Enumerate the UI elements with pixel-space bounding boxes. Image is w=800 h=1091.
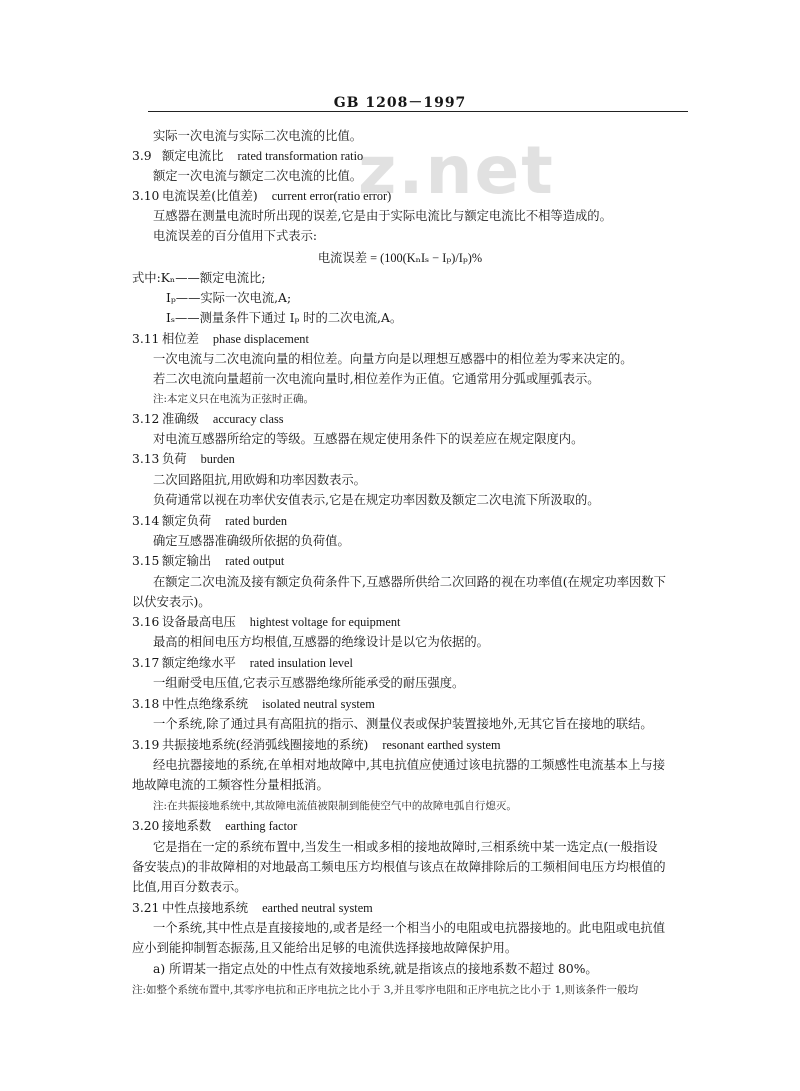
clause-3-21-heading <box>132 900 373 916</box>
clause-term-english: isolated neutral system <box>262 697 375 711</box>
formula-where-line: Iₚ——实际一次电流,A; <box>166 291 292 305</box>
note-line: 注:如整个系统布置中,其零序电抗和正序电抗之比小于 3,并且零序电阻和正序电抗之比小于 1,则该条件一般均 <box>132 984 639 996</box>
paragraph-line: 二次回路阻抗,用欧姆和功率因数表示。 <box>153 473 366 487</box>
paragraph-line: 备安装点)的非故障相的对地最高工频电压方均根值与该点在故障排除后的工频相间电压方均根值的 <box>132 860 666 874</box>
clause-term: 接地系数 <box>162 819 212 833</box>
paragraph-line: 以伏安表示)。 <box>132 595 211 609</box>
clause-term-english: earthing factor <box>225 819 298 833</box>
clause-number: 3.20 <box>132 819 160 833</box>
clause-3-12-heading <box>132 411 284 427</box>
clause-number: 3.15 <box>132 554 160 568</box>
paragraph-line: 地故障电流的工频容性分量相抵消。 <box>132 778 329 792</box>
clause-term-english: earthed neutral system <box>262 901 373 915</box>
paragraph-line: 一个系统,除了通过具有高阻抗的指示、测量仪表或保护装置接地外,无其它旨在接地的联结。 <box>153 717 653 731</box>
formula-where-line: 式中:Kₙ——额定电流比; <box>132 271 266 285</box>
clause-term: 电流误差(比值差) <box>162 189 258 203</box>
paragraph-line: 确定互感器准确级所依据的负荷值。 <box>153 534 350 548</box>
clause-term-english: rated insulation level <box>249 656 353 670</box>
paragraph-line: 额定一次电流与额定二次电流的比值。 <box>153 169 363 183</box>
clause-term: 额定输出 <box>162 554 212 568</box>
clause-term-english: phase displacement <box>212 332 309 346</box>
clause-3-20-heading <box>132 818 297 834</box>
clause-number: 3.16 <box>132 615 160 629</box>
clause-term-english: current error(ratio error) <box>271 189 392 203</box>
clause-number: 3.18 <box>132 697 160 711</box>
watermark: z.net <box>358 132 555 209</box>
current-error-formula: 电流误差 = (100(KₙIₛ − Iₚ)/Iₚ)% <box>317 251 483 265</box>
note-line: 注:在共振接地系统中,其故障电流值被限制到能使空气中的故障电弧自行熄灭。 <box>153 800 517 812</box>
paragraph-line: 若二次电流向量超前一次电流向量时,相位差作为正值。它通常用分弧或厘弧表示。 <box>153 372 600 386</box>
clause-3-19-heading <box>132 737 501 753</box>
clause-term: 额定电流比 <box>162 149 224 163</box>
clause-number: 3.11 <box>132 332 160 346</box>
paragraph-line: 经电抗器接地的系统,在单相对地故障中,其电抗值应使通过该电抗器的工频感性电流基本上与接 <box>153 758 665 772</box>
clause-3-10-heading <box>132 188 391 204</box>
clause-3-18-heading <box>132 696 375 712</box>
paragraph-line: 电流误差的百分值用下式表示: <box>153 229 318 243</box>
clause-3-13-heading <box>132 451 235 467</box>
clause-term: 相位差 <box>162 332 199 346</box>
clause-term-english: hightest voltage for equipment <box>249 615 401 629</box>
clause-number: 3.12 <box>132 412 160 426</box>
clause-term-english: rated burden <box>225 514 287 528</box>
clause-term: 准确级 <box>162 412 199 426</box>
paragraph-line: 它是指在一定的系统布置中,当发生一相或多相的接地故障时,三相系统中某一选定点(一般指设 <box>153 840 658 854</box>
clause-number: 3.10 <box>132 189 160 203</box>
paragraph-line: 对电流互感器所给定的等级。互感器在规定使用条件下的误差应在规定限度内。 <box>153 432 584 446</box>
clause-term: 额定绝缘水平 <box>162 656 236 670</box>
clause-term: 额定负荷 <box>162 514 212 528</box>
paragraph-line: 比值,用百分数表示。 <box>132 880 247 894</box>
list-item: a) 所谓某一指定点处的中性点有效接地系统,就是指该点的接地系数不超过 80%。 <box>153 962 598 976</box>
clause-3-17-heading <box>132 655 353 671</box>
paragraph-line: 在额定二次电流及接有额定负荷条件下,互感器所供给二次回路的视在功率值(在规定功率因数下 <box>153 575 666 589</box>
clause-term-english: rated transformation ratio <box>237 149 364 163</box>
paragraph-line: 应小到能抑制暂态振荡,且又能给出足够的电流供选择接地故障保护用。 <box>132 941 518 955</box>
clause-term-english: burden <box>200 452 235 466</box>
clause-number: 3.17 <box>132 656 160 670</box>
paragraph-line: 一次电流与二次电流向量的相位差。向量方向是以理想互感器中的相位差为零来决定的。 <box>153 352 633 366</box>
header-rule <box>148 111 688 112</box>
formula-where-line: Iₛ——测量条件下通过 Iₚ 时的二次电流,A。 <box>166 311 403 325</box>
clause-number: 3.13 <box>132 452 160 466</box>
clause-3-11-heading <box>132 331 309 347</box>
paragraph-line: 最高的相间电压方均根值,互感器的绝缘设计是以它为依据的。 <box>153 635 489 649</box>
clause-3-9-heading <box>132 148 363 164</box>
paragraph-line: 互感器在测量电流时所出现的误差,它是由于实际电流比与额定电流比不相等造成的。 <box>153 209 612 223</box>
clause-number: 3.9 <box>132 149 152 163</box>
clause-3-14-heading <box>132 513 287 529</box>
clause-3-16-heading <box>132 614 400 630</box>
paragraph-line: 实际一次电流与实际二次电流的比值。 <box>153 129 363 143</box>
clause-term: 中性点绝缘系统 <box>162 697 249 711</box>
paragraph-line: 一个系统,其中性点是直接接地的,或者是经一个相当小的电阻或电抗器接地的。此电阻或电抗值 <box>153 921 665 935</box>
clause-term: 负荷 <box>162 452 187 466</box>
clause-term: 中性点接地系统 <box>162 901 249 915</box>
clause-term-english: resonant earthed system <box>382 738 501 752</box>
clause-term: 共振接地系统(经消弧线圈接地的系统) <box>162 738 369 752</box>
clause-3-15-heading <box>132 553 284 569</box>
clause-number: 3.19 <box>132 738 160 752</box>
standard-code-header: GB 1208－1997 <box>333 95 467 111</box>
paragraph-line: 负荷通常以视在功率伏安值表示,它是在规定功率因数及额定二次电流下所汲取的。 <box>153 493 600 507</box>
clause-number: 3.21 <box>132 901 160 915</box>
clause-term: 设备最高电压 <box>162 615 236 629</box>
clause-term-english: rated output <box>225 554 285 568</box>
clause-number: 3.14 <box>132 514 160 528</box>
clause-term-english: accuracy class <box>212 412 284 426</box>
note-line: 注:本定义只在电流为正弦时正确。 <box>153 393 315 405</box>
paragraph-line: 一组耐受电压值,它表示互感器绝缘所能承受的耐压强度。 <box>153 676 465 690</box>
